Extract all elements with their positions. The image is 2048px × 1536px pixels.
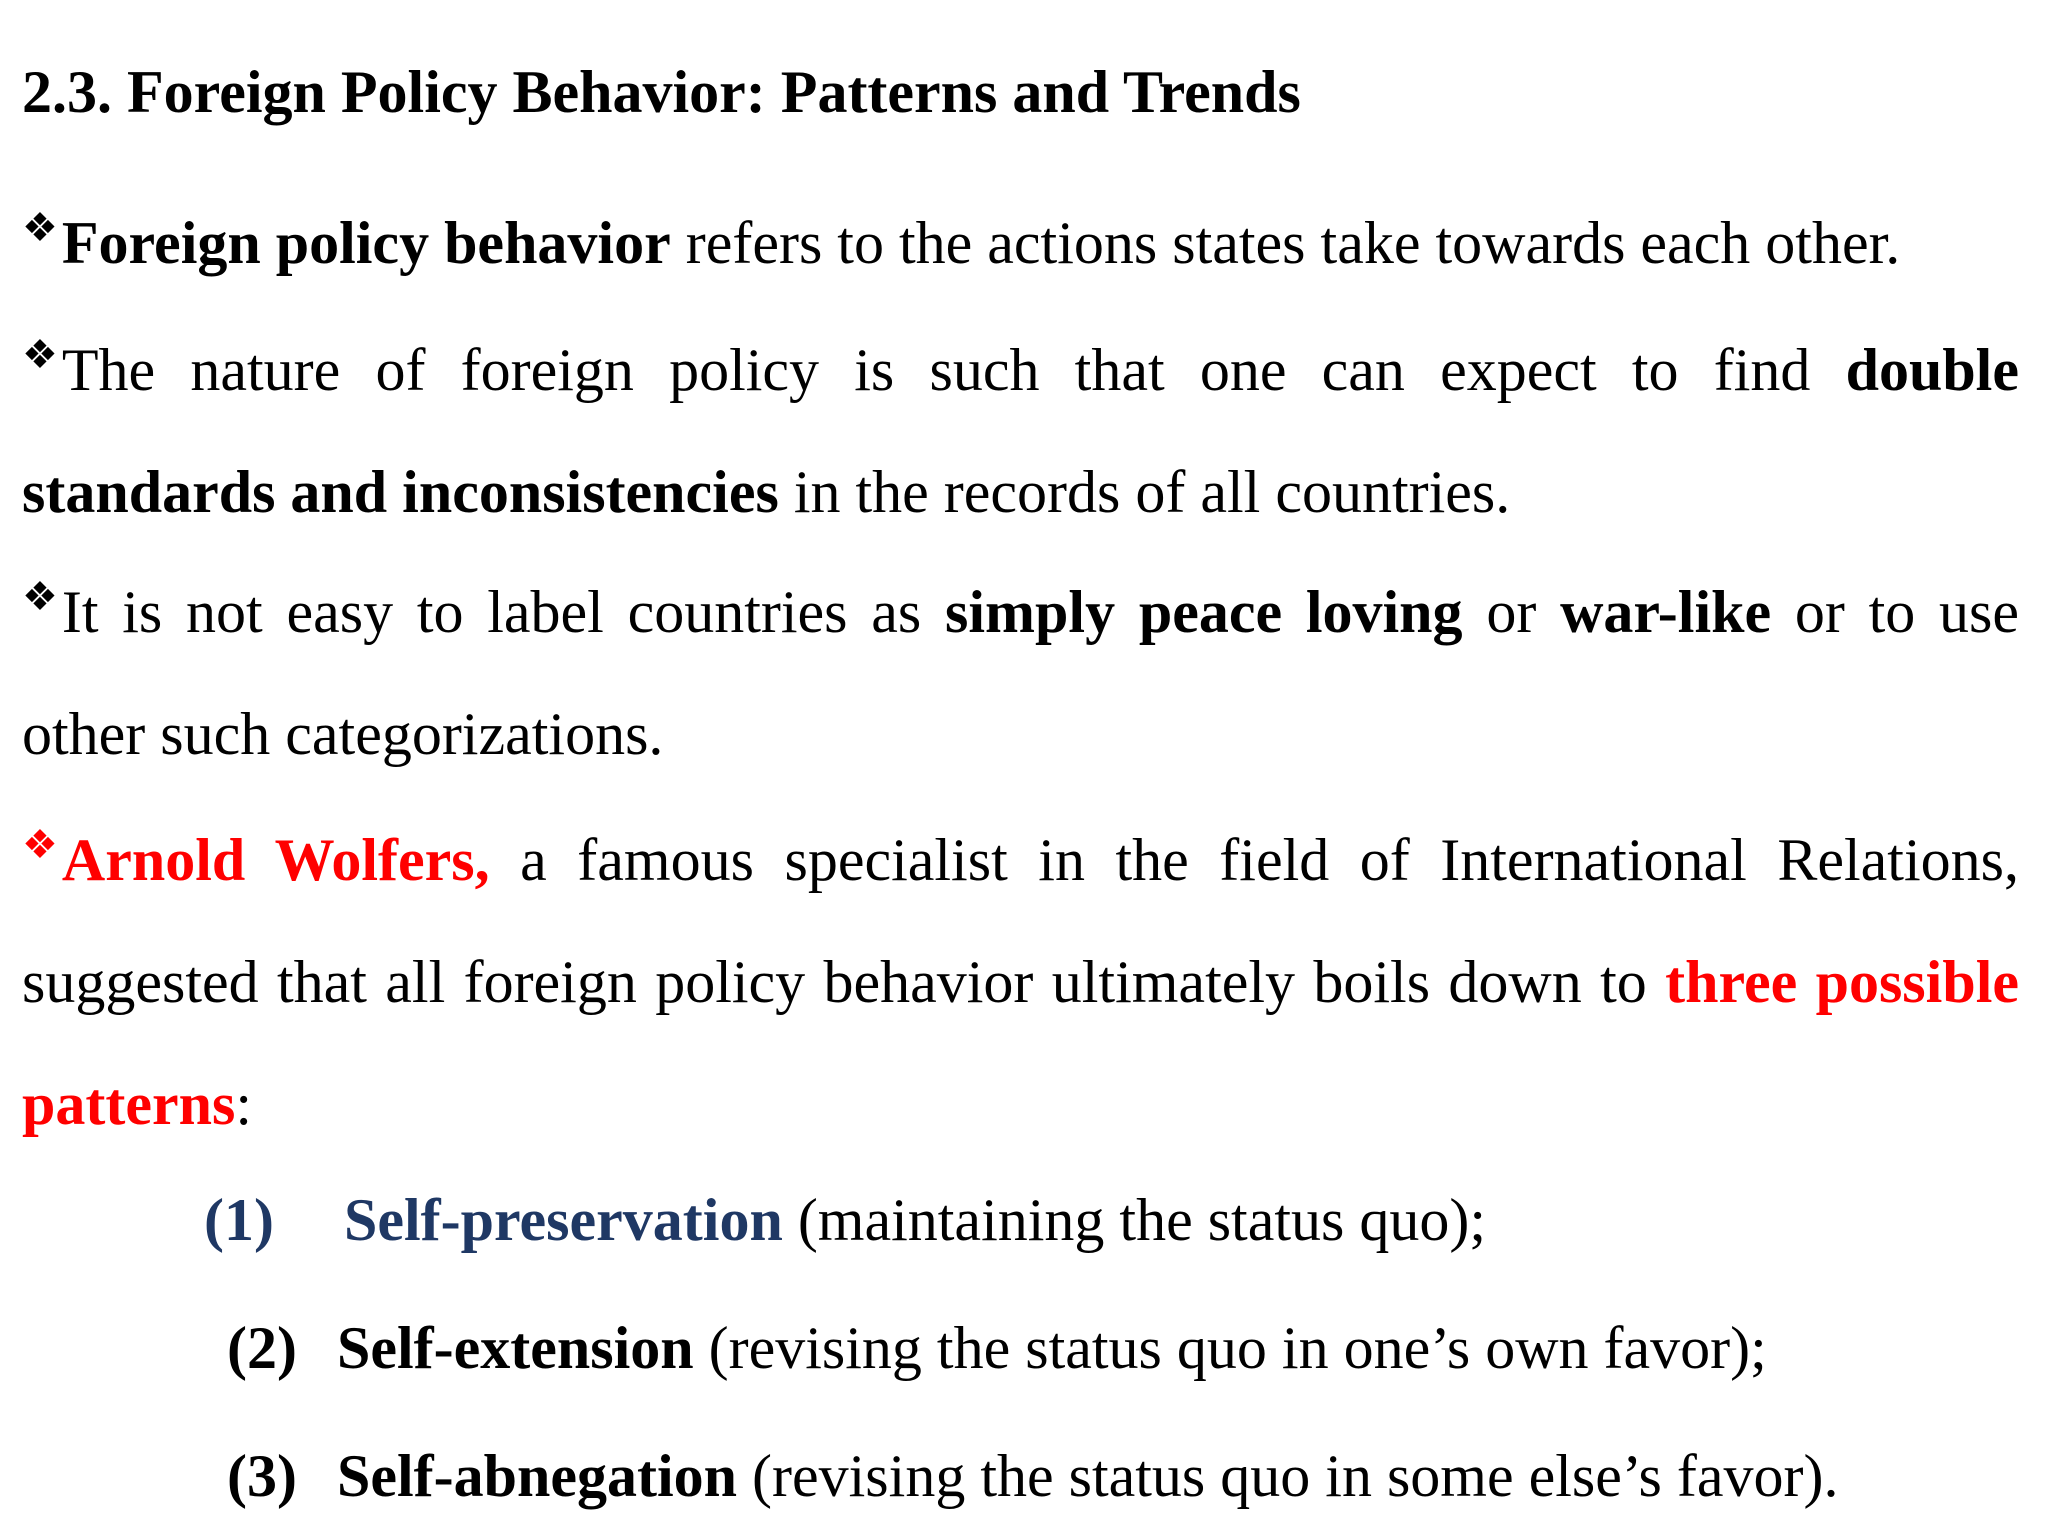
pattern-number: (1) [204, 1187, 274, 1253]
pattern-item-3 [227, 1436, 1838, 1516]
pattern-description: (revising the status quo in some else’s favor). [737, 1443, 1839, 1509]
bullet-1-bold: Foreign policy behavior [61, 210, 671, 276]
bullet-2-bold: double standards and inconsistencies [22, 337, 2019, 525]
bullet-2-text-2: in the records of all countries. [778, 459, 1511, 525]
bullet-4-red-lead: Arnold Wolfers, [61, 827, 490, 893]
pattern-item-1 [204, 1180, 1486, 1260]
bullet-3-bold-2: war-like [1560, 579, 1772, 645]
pattern-name: Self-preservation [344, 1187, 783, 1253]
pattern-name: Self-extension [337, 1315, 694, 1381]
bullet-3-text-3: or to use other such categorizations. [22, 579, 2020, 767]
bullet-1 [22, 167, 2019, 304]
pattern-name: Self-abnegation [337, 1443, 738, 1509]
pattern-number: (3) [227, 1443, 297, 1509]
bullet-4-text-1: a famous specialist in the field of International Relations, suggested that all foreign policy behavior ultimately boils down to [22, 827, 2019, 1015]
diamond-bullet-icon: ❖ [22, 332, 58, 377]
bullet-2 [22, 294, 2019, 553]
diamond-bullet-red-icon: ❖ [22, 822, 58, 867]
diamond-bullet-icon: ❖ [22, 205, 58, 250]
pattern-number: (2) [227, 1315, 297, 1381]
bullet-2-text-1: The nature of foreign policy is such that one can expect to find [61, 337, 1846, 403]
diamond-bullet-icon: ❖ [22, 574, 58, 619]
bullet-4 [22, 784, 2019, 1165]
slide-title: 2.3. Foreign Policy Behavior: Patterns and Trends [22, 59, 1301, 125]
bullet-3 [22, 536, 2019, 795]
bullet-3-text-2: or [1462, 579, 1561, 645]
bullet-1-text: refers to the actions states take towards each other. [670, 210, 1901, 276]
bullet-4-red-emphasis: three possible patterns [22, 949, 2019, 1137]
bullet-3-text-1: It is not easy to label countries as [61, 579, 946, 645]
pattern-description: (revising the status quo in one’s own favor); [693, 1315, 1767, 1381]
bullet-4-text-2: : [235, 1071, 252, 1137]
bullet-3-bold-1: simply peace loving [945, 579, 1463, 645]
pattern-item-2 [227, 1308, 1767, 1388]
pattern-description: (maintaining the status quo); [782, 1187, 1487, 1253]
